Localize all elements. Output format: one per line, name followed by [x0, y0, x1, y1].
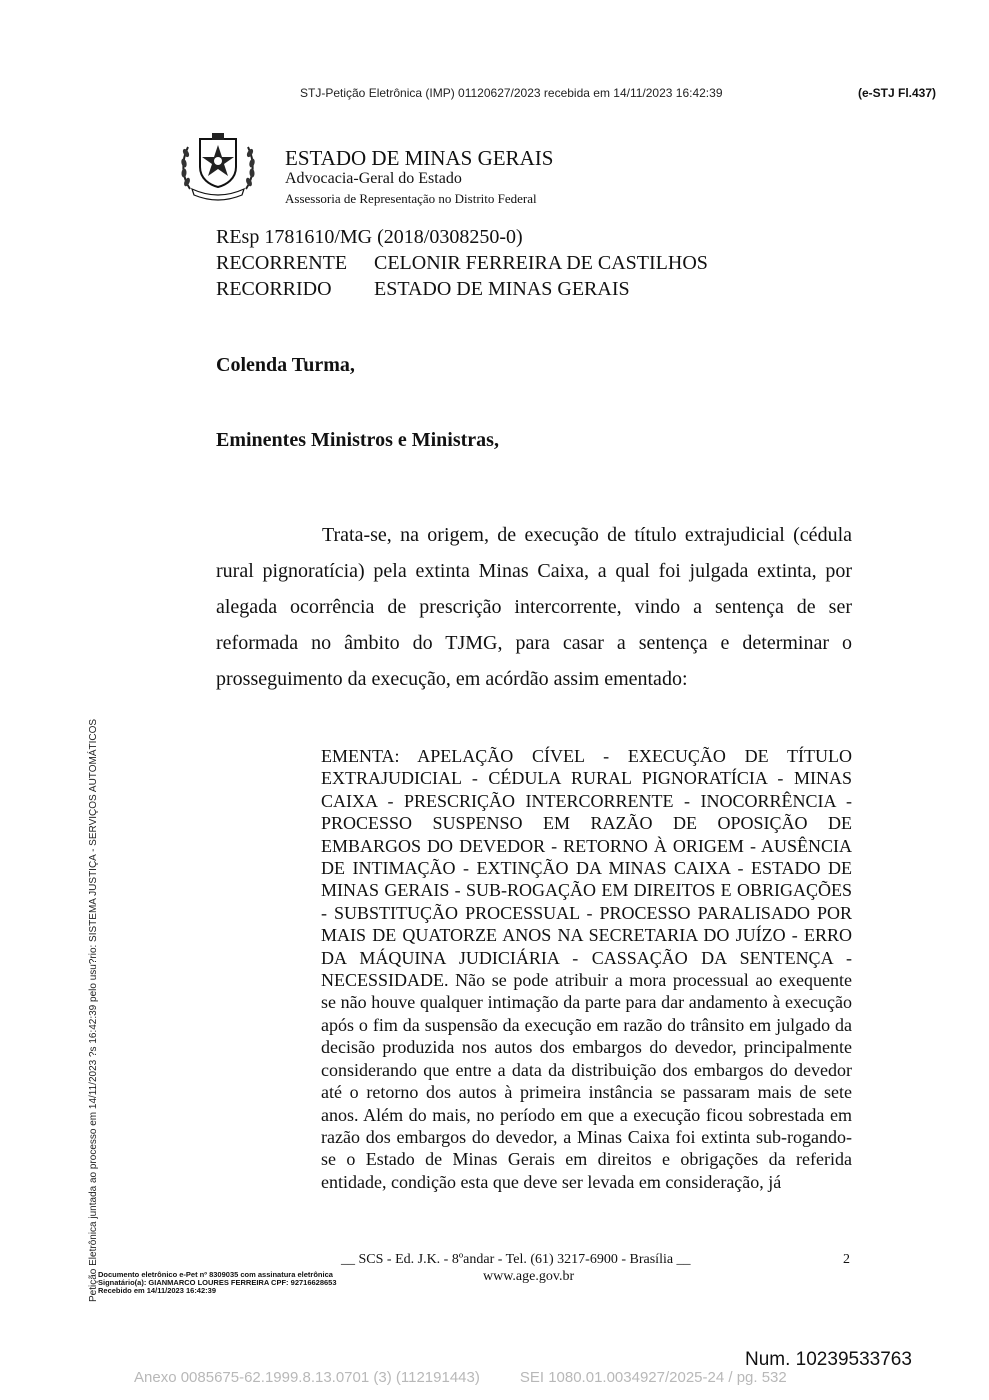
- party-role: RECORRENTE: [216, 252, 348, 274]
- org-subtitle: Advocacia-Geral do Estado: [285, 170, 462, 187]
- signature-line: Signatário(a): GIANMARCO LOURES FERREIRA CPF: 92716628653: [98, 1278, 337, 1288]
- salutation-ministers: Eminentes Ministros e Ministras,: [216, 429, 499, 451]
- party-name: ESTADO DE MINAS GERAIS: [374, 278, 630, 300]
- party-appellant: [216, 252, 708, 275]
- document-number: Num. 10239533763: [745, 1349, 912, 1370]
- party-role: RECORRIDO: [216, 278, 332, 300]
- signature-line: Documento eletrônico e-Pet nº 8309035 com assinatura eletrônica: [98, 1270, 333, 1279]
- intro-paragraph: Trata-se, na origem, de execução de título extrajudicial (cédula rural pignoratícia) pela extinta Minas Caixa, a qual foi julgada extinta, por alegada ocorrência de prescrição intercorrente, vindo a sentença de ser reformada no âmbito do TJMG, para casar a sentença e determinar o prosseguimento da execução, em acórdão assim ementado:: [216, 524, 852, 690]
- sei-reference: SEI 1080.01.0034927/2025-24 / pg. 532: [519, 1369, 787, 1386]
- vertical-filing-stamp: Petição Eletrônica juntada ao processo em 14/11/2023 ?s 16:42:39 pelo usu?rio: SISTEMA JUSTIÇA - SERVIÇOS AUTOMÁTICOS: [88, 718, 99, 1302]
- annex-footer: [134, 1369, 787, 1386]
- minas-gerais-coat-of-arms-icon: [178, 131, 258, 201]
- signature-line: Recebido em 14/11/2023 16:42:39: [98, 1286, 216, 1296]
- party-appellee: [216, 278, 630, 301]
- party-name: CELONIR FERREIRA DE CASTILHOS: [374, 252, 708, 274]
- footer-address: __ SCS - Ed. J.K. - 8ºandar - Tel. (61) 3217-6900 - Brasília __: [341, 1252, 691, 1267]
- footer-website: www.age.gov.br: [483, 1269, 575, 1284]
- ementa-quote: EMENTA: APELAÇÃO CÍVEL - EXECUÇÃO DE TÍTULO EXTRAJUDICIAL - CÉDULA RURAL PIGNORATÍCIA - MINAS CAIXA - PRESCRIÇÃO INTERCORRENTE - INOCORRÊNCIA - PROCESSO SUSPENSO EM RAZÃO DE OPOSIÇÃO DE EMBARGOS DO DEVEDOR - RETORNO À ORIGEM - AUSÊNCIA DE INTIMAÇÃO - EXTINÇÃO DA MINAS CAIXA - ESTADO DE MINAS GERAIS - SUB-ROGAÇÃO EM DIREITOS E OBRIGAÇÕES - SUBSTITUÇÃO PROCESSUAL - PROCESSO PARALISADO POR MAIS DE QUATORZE ANOS NA SECRETARIA DO JUÍZO - ERRO DA MÁQUINA JUDICIÁRIA - CASSAÇÃO DA SENTENÇA - NECESSIDADE. Não se pode atribuir a mora processual ao exequente se não houve qualquer intimação da parte para dar andamento à execução após o fim da suspensão da execução em razão do trânsito em julgado da decisão produzida nos autos dos embargos do devedor, principalmente considerando que entre a data da distribuição dos embargos do devedor até o retorno dos autos à primeira instância se passaram mais de sete anos. Além do mais, no período em que a execução ficou sobrestada em razão dos embargos do devedor, a Minas Caixa foi extinta sub-rogando-se o Estado de Minas Gerais em direitos e obrigações da referida entidade, condição esta que deve ser levada em consideração, já: [321, 746, 852, 1192]
- org-title: ESTADO DE MINAS GERAIS: [285, 146, 554, 170]
- org-department: Assessoria de Representação no Distrito Federal: [285, 191, 537, 206]
- case-number: REsp 1781610/MG (2018/0308250-0): [216, 226, 523, 248]
- annex-reference: Anexo 0085675-62.1999.8.13.0701 (3) (112191443): [134, 1369, 480, 1386]
- stj-receipt-stamp: STJ-Petição Eletrônica (IMP) 01120627/2023 recebida em 14/11/2023 16:42:39: [300, 86, 723, 100]
- folio-number: (e-STJ Fl.437): [858, 86, 937, 100]
- page-number: 2: [843, 1252, 850, 1267]
- electronic-signature-block: [98, 1271, 337, 1296]
- salutation-court: Colenda Turma,: [216, 354, 355, 376]
